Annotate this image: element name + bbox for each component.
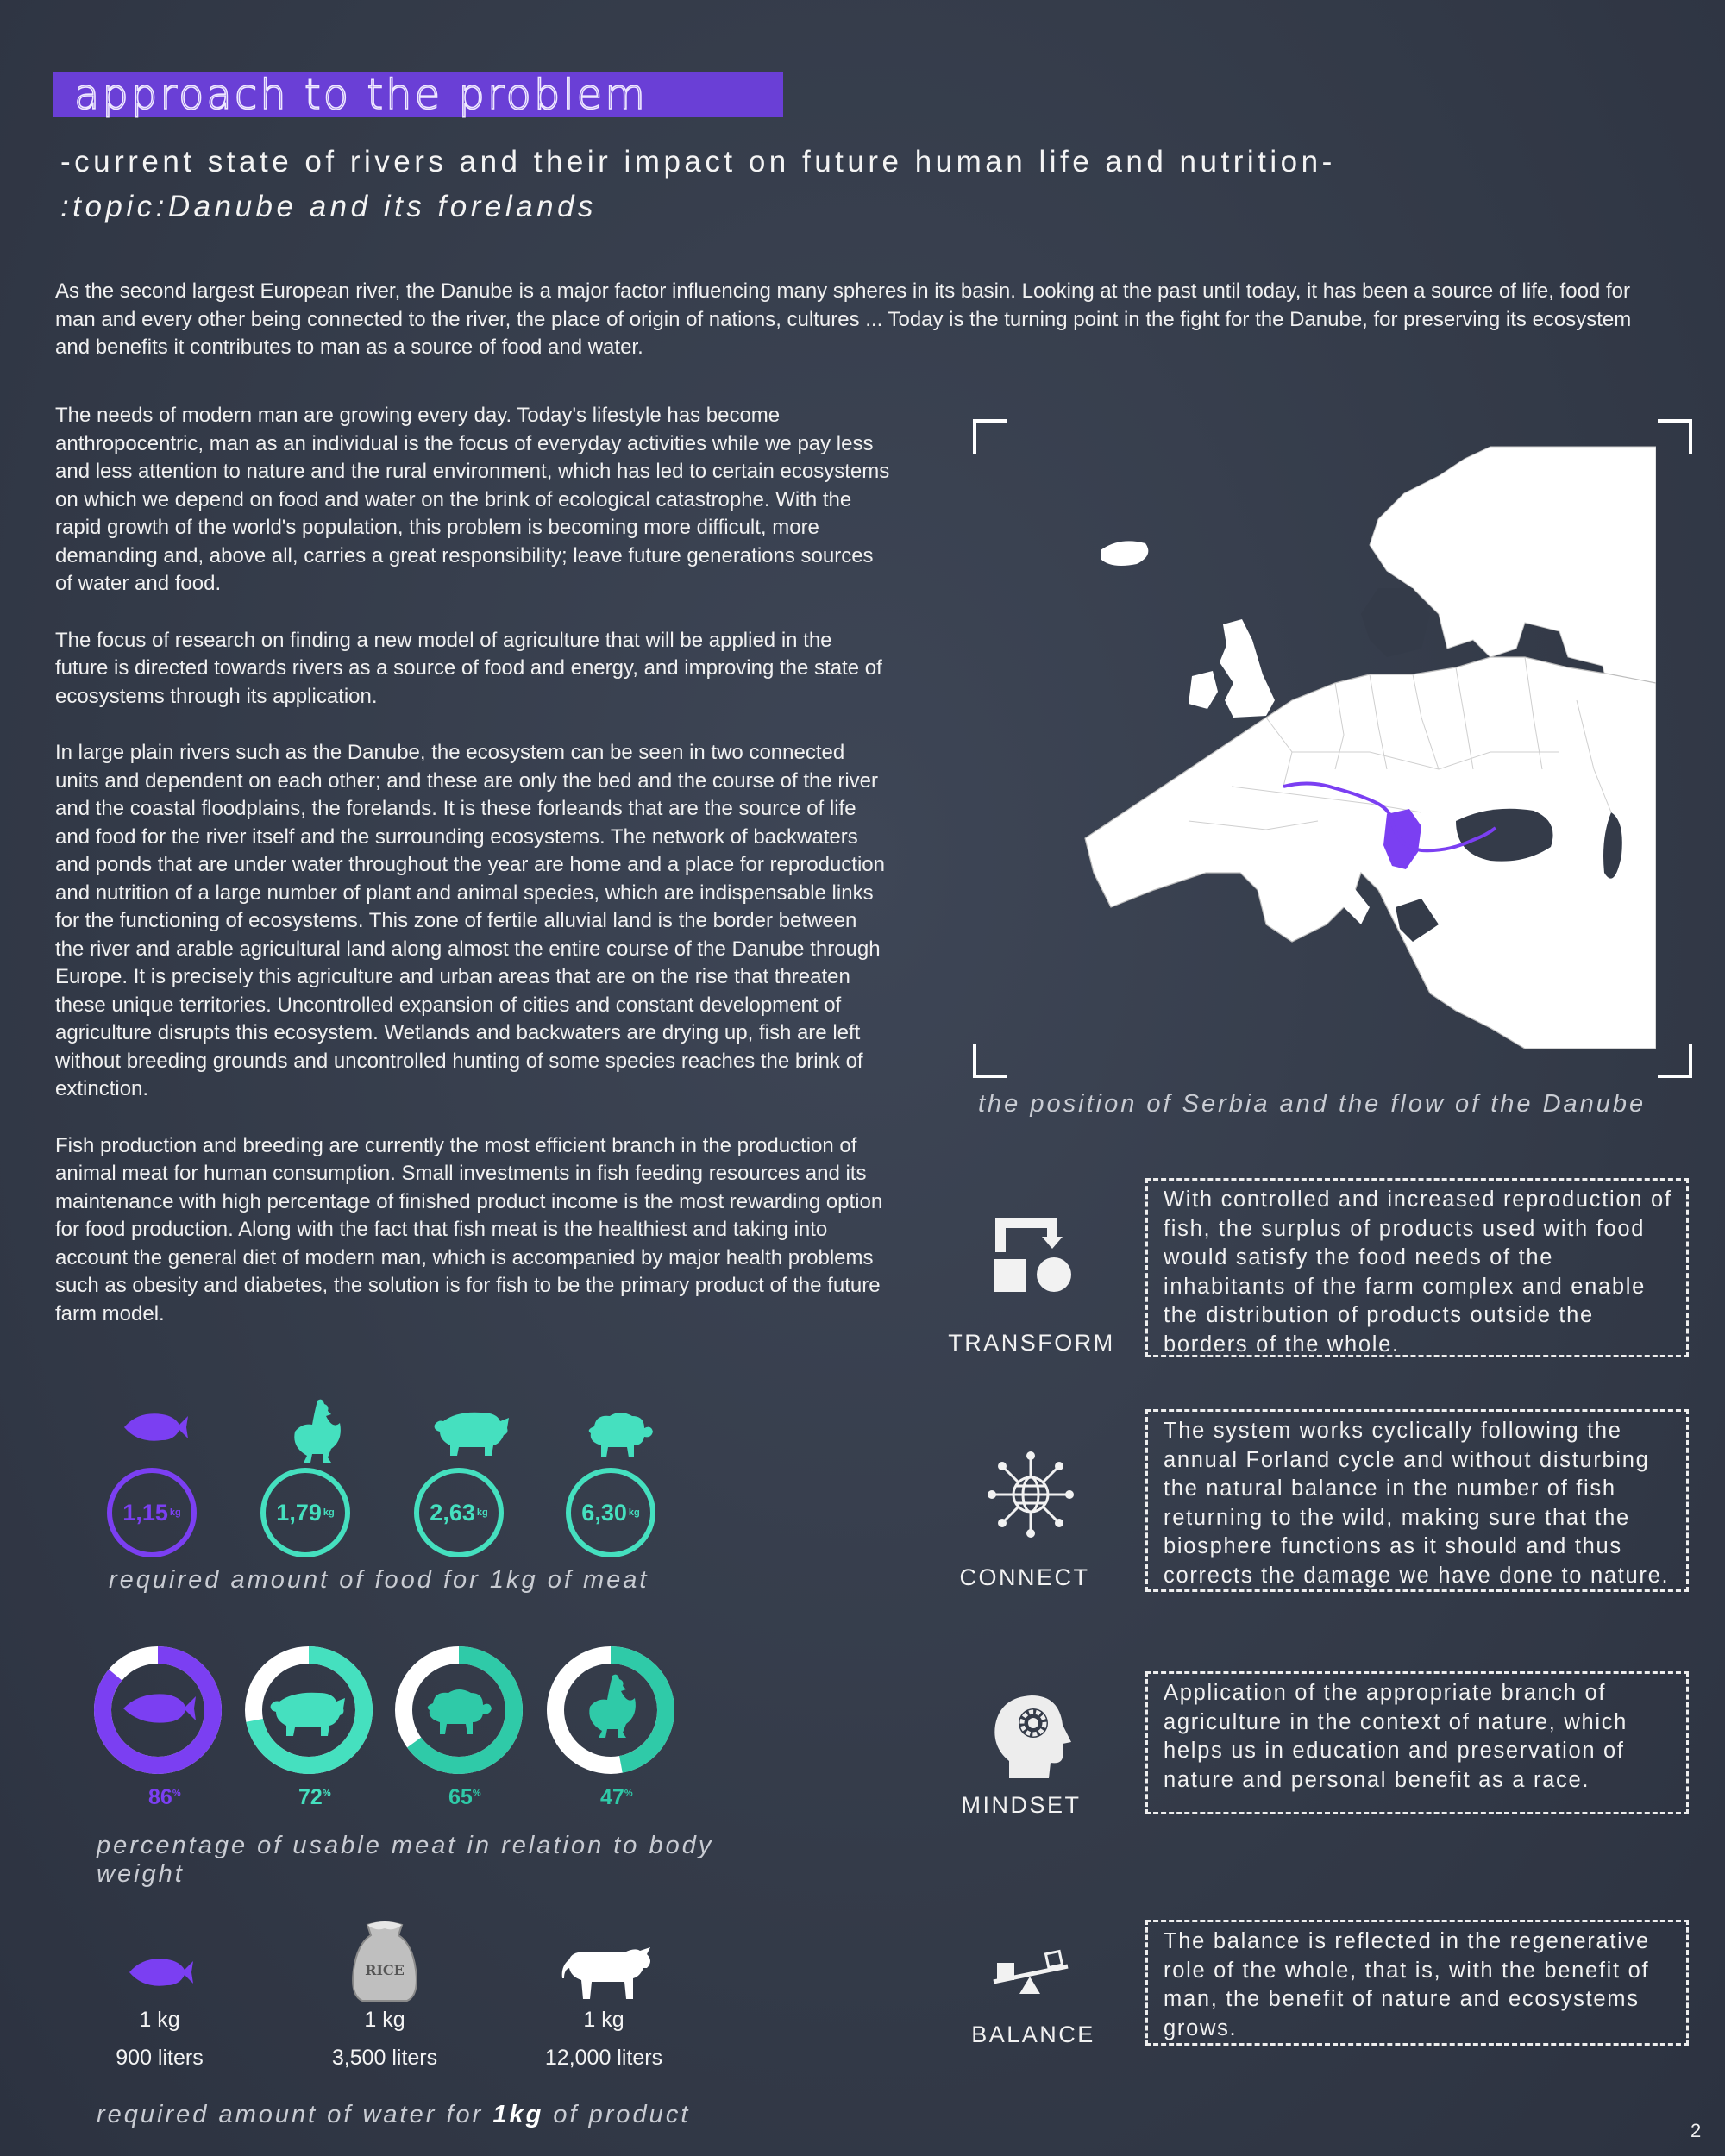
principle-text-mindset: Application of the appropriate branch of agriculture in the context of nature, which helps us in education and preservation of nature and personal benefit as a race.: [1145, 1671, 1689, 1814]
europe-map-frame: [973, 419, 1692, 1118]
principle-text-transform: With controlled and increased reproduction of fish, the surplus of products used with food would satisfy the food needs of the inhabitants of the farm complex and enable the distribution of products outside the borders of the whole.: [1145, 1178, 1689, 1357]
pig-icon: [431, 1406, 511, 1457]
chicken-icon: [589, 1675, 636, 1738]
topic-line: :topic:Danube and its forelands: [60, 190, 598, 223]
frame-corner: [973, 1044, 1007, 1078]
body-text-column: [55, 402, 890, 1357]
section-title-banner: approach to the problem: [53, 72, 783, 117]
europe-map: [1007, 442, 1656, 1049]
seesaw-icon: [985, 1940, 1080, 2009]
rice-bag-label: RICE: [365, 1962, 405, 1978]
water-liters-fish: 900 liters: [116, 2046, 204, 2070]
frame-corner: [973, 419, 1007, 454]
fish-icon: [123, 1694, 196, 1722]
principle-connect: [949, 1409, 1699, 1595]
frame-corner: [1658, 419, 1692, 454]
frame-corner: [1658, 1044, 1692, 1078]
usable-meat-pct-sheep: 65%: [448, 1785, 481, 1809]
body-paragraph: The needs of modern man are growing every day. Today's lifestyle has become anthropocentric, man as an individual is the focus of everyday activities while we pay less and less attention to nature and the rural environment, which has led to certain ecosystems on which we depend on food and water on the brink of ecological catastrophe. With the rapid growth of the world's population, this problem is becoming more difficult, more demanding and, above all, carries a great responsibility; leave future generations sources of water and food.: [55, 404, 890, 595]
intro-paragraph: As the second largest European river, the Danube is a major factor influencing many spheres in its basin. Looking at the past until today, it has been a source of life, food for man and every other being connected to the river, the place of origin of nations, cultures ... Today is the turning point in the fight for the Danube, for preserving its ecosystem and benefits it contributes to man as a source of food and water.: [55, 279, 1632, 359]
feed-ratio-ring-chicken: 1,79 kg: [260, 1468, 350, 1557]
transform-icon: [983, 1204, 1078, 1299]
sheep-icon: [428, 1689, 492, 1734]
usable-meat-pct-chicken: 47%: [600, 1785, 633, 1809]
principle-balance: [949, 1920, 1699, 2053]
body-paragraph: The focus of research on finding a new model of agriculture that will be applied in the future is directed towards rivers as a source of food and energy, and improving the state of ecosystems through its application.: [55, 628, 882, 708]
principle-label-mindset: MINDSET: [961, 1792, 1082, 1818]
principle-transform: [949, 1178, 1699, 1363]
principle-text-balance: The balance is reflected in the regenerative role of the whole, that is, with the benefit of man, the benefit of nature and ecosystems grows.: [1145, 1920, 1689, 2046]
principle-label-transform: TRANSFORM: [948, 1330, 1115, 1356]
feed-ratio-infographic: [95, 1397, 716, 1604]
map-caption: the position of Serbia and the flow of the Danube: [978, 1090, 1647, 1118]
sheep-icon: [582, 1407, 655, 1459]
fish-icon: [117, 1951, 204, 1994]
water-infographic: [95, 1918, 802, 2134]
subtitle: -current state of rivers and their impact on future human life and nutrition-: [60, 145, 1336, 179]
network-globe-icon: [983, 1447, 1078, 1542]
water-liters-cow: 12,000 liters: [544, 2046, 663, 2070]
donut-sheep: [404, 1655, 514, 1765]
donut-pig: [254, 1655, 364, 1765]
head-gear-icon: [983, 1690, 1078, 1785]
principle-mindset: [949, 1671, 1699, 1818]
fish-icon: [121, 1406, 190, 1449]
usable-meat-caption: percentage of usable meat in relation to body weight: [97, 1832, 714, 1888]
donut-fish: [103, 1655, 213, 1765]
donut-chicken: [555, 1655, 666, 1765]
chicken-icon: [283, 1397, 345, 1466]
water-qty-fish: 1 kg: [139, 2008, 180, 2032]
page-number: 2: [1690, 2120, 1702, 2141]
usable-meat-infographic: [93, 1637, 783, 1888]
feed-ratio-ring-sheep: 6,30 kg: [566, 1468, 656, 1557]
cow-icon: [561, 1942, 656, 2002]
rice-bag-icon: [342, 1918, 428, 2004]
principle-label-connect: CONNECT: [959, 1564, 1090, 1590]
feed-ratio-caption: required amount of food for 1kg of meat: [109, 1566, 649, 1594]
body-paragraph: In large plain rivers such as the Danube, the ecosystem can be seen in two connected units and dependent on each other; and these are only the bed and the course of the river and the coastal floodplains, the forelands. It is these forleands that are the source of life and food for the river itself and the surrounding ecosystems. The network of backwaters and ponds that are under water throughout the year are home and a place for reproduction and nutrition of a large number of plant and animal species, which are indispensable links for the functioning of ecosystems. This zone of fertile alluvial land is the border between the river and arable agricultural land along almost the entire course of the Danube through Europe. It is precisely this agriculture and urban areas that are on the rise that threaten these unique territories. Uncontrolled expansion of cities and constant development of agriculture disrupts this ecosystem. Wetlands and backwaters are drying up, fish are left without breeding grounds and uncontrolled hunting of some species reaches the brink of extinction.: [55, 741, 885, 1100]
usable-meat-pct-fish: 86%: [148, 1785, 181, 1809]
water-qty-cow: 1 kg: [583, 2008, 624, 2032]
water-liters-rice: 3,500 liters: [331, 2046, 438, 2070]
usable-meat-donuts: [93, 1637, 697, 1783]
pig-icon: [271, 1693, 345, 1736]
feed-ratio-ring-pig: 2,63 kg: [414, 1468, 504, 1557]
principle-text-connect: The system works cyclically following the annual Forland cycle and without disturbing the natural balance in the number of fish returning to the wild, making sure that the biosphere functions as it should and thus corrects the damage we have done to nature.: [1145, 1409, 1689, 1592]
principle-label-balance: BALANCE: [971, 2021, 1095, 2047]
water-qty-rice: 1 kg: [364, 2008, 405, 2032]
body-paragraph: Fish production and breeding are currently the most efficient branch in the production of animal meat for human consumption. Small investments in fish feeding resources and its maintenance with high percentage of finished product income is the most rewarding option for food production. Along with the fact that fish meat is the healthiest and taking into account the general diet of modern man, which is accompanied by major health problems such as obesity and diabetes, the solution is for fish to be the primary product of the future farm model.: [55, 1133, 883, 1326]
usable-meat-pct-pig: 72%: [298, 1785, 331, 1809]
water-caption: required amount of water for 1kg of product: [97, 2101, 691, 2128]
feed-ratio-ring-fish: 1,15 kg: [107, 1468, 197, 1557]
